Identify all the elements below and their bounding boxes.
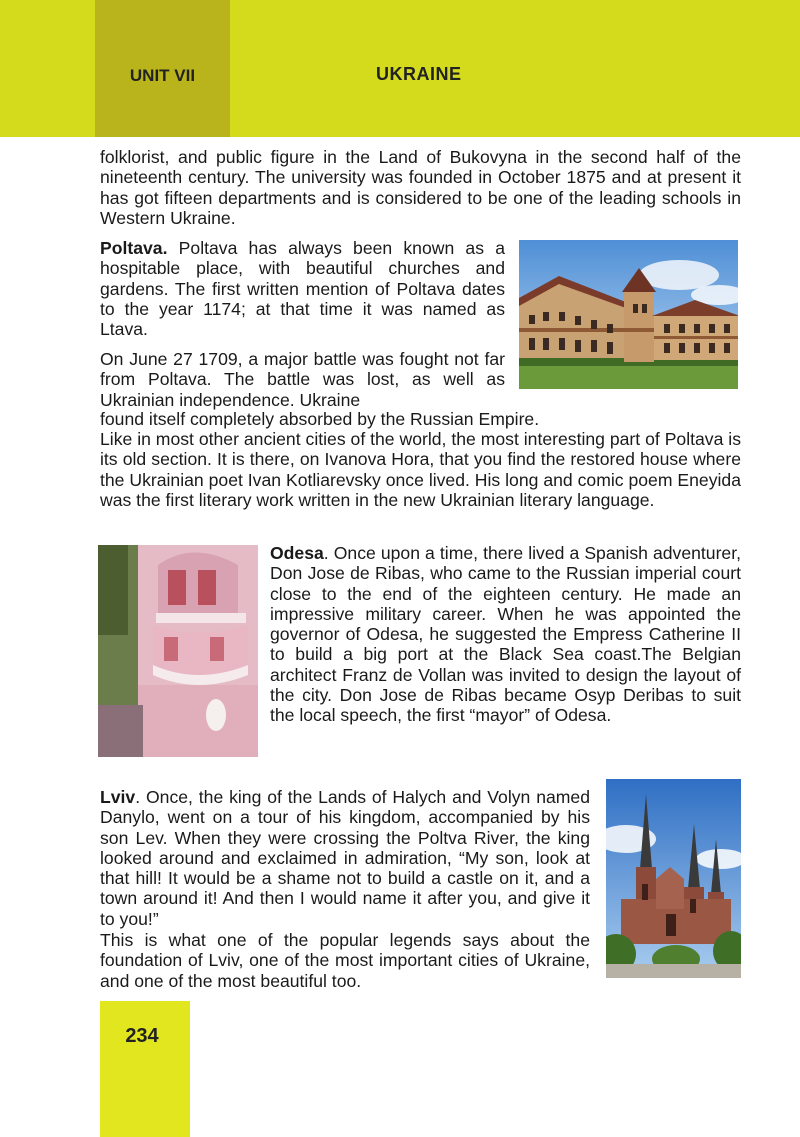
odesa-text: . Once upon a time, there lived a Spanish adventurer, Don Jose de Ribas, who came to the Russian imperial court close to the end of the eighteen century. He made an impressive military career. When he was appointed the governor of Odesa, he suggested the Empress Catherine II to build a big port at the Black Sea coast.The Belgian architect Franz de Vollan was invited to design the layout of the city. Don Jose de Ribas became Osyp Deribas to suit the local speech, the first “mayor” of Odesa. xyxy=(270,543,741,726)
poltava-building-image xyxy=(519,240,738,389)
intro-paragraph: folklorist, and public figure in the Land of Bukovyna in the second half of the nineteenth century. The university was founded in October 1875 and at present it has got fifteen departments and is considered to be one of the leading schools in Western Ukraine. xyxy=(100,147,741,228)
lviv-church-image xyxy=(606,779,741,978)
poltava-paragraph-2: On June 27 1709, a major battle was fought not far from Poltava. The battle was lost, as well as Ukrainian independence. Ukraine xyxy=(100,349,505,410)
lviv-paragraph-2: This is what one of the popular legends says about the foundation of Lviv, one of the most important cities of Ukraine, and one of the most beautiful too. xyxy=(100,930,590,991)
poltava-paragraph-1 xyxy=(100,238,505,339)
lviv-text-1: . Once, the king of the Lands of Halych and Volyn named Danylo, went on a tour of his kingdom, accompanied by his son Lev. When they were crossing the Poltva River, the king looked around and exclaimed in admiration, “My son, look at that hill! It would be a shame not to build a castle on it, and a town around it! And then I would name it after you, and give it to you!” xyxy=(100,787,590,929)
odesa-balcony-image xyxy=(98,545,258,757)
page-number: 234 xyxy=(125,1025,159,1047)
lviv-paragraph-1 xyxy=(100,787,590,929)
odesa-heading: Odesa xyxy=(270,543,324,563)
poltava-text-1: Poltava has always been known as a hospitable place, with beautiful churches and gardens. The first written mention of Poltava dates to the year 1174; at that time it was named as Ltava. xyxy=(100,238,505,340)
odesa-paragraph xyxy=(270,543,741,726)
poltava-heading: Poltava. xyxy=(100,238,168,258)
chapter-title: UKRAINE xyxy=(376,64,462,84)
poltava-paragraph-3: found itself completely absorbed by the Russian Empire. xyxy=(100,409,540,429)
page-number-band xyxy=(100,1001,190,1137)
unit-label: UNIT VII xyxy=(129,66,196,85)
poltava-paragraph-4: Like in most other ancient cities of the world, the most interesting part of Poltava is its old section. It is there, on Ivanova Hora, that you find the restored house where the Ukrainian poet Ivan Kotliarevsky once lived. His long and comic poem Eneyida was the first literary work written in the new Ukrainian literary language. xyxy=(100,429,741,510)
lviv-heading: Lviv xyxy=(100,787,136,807)
